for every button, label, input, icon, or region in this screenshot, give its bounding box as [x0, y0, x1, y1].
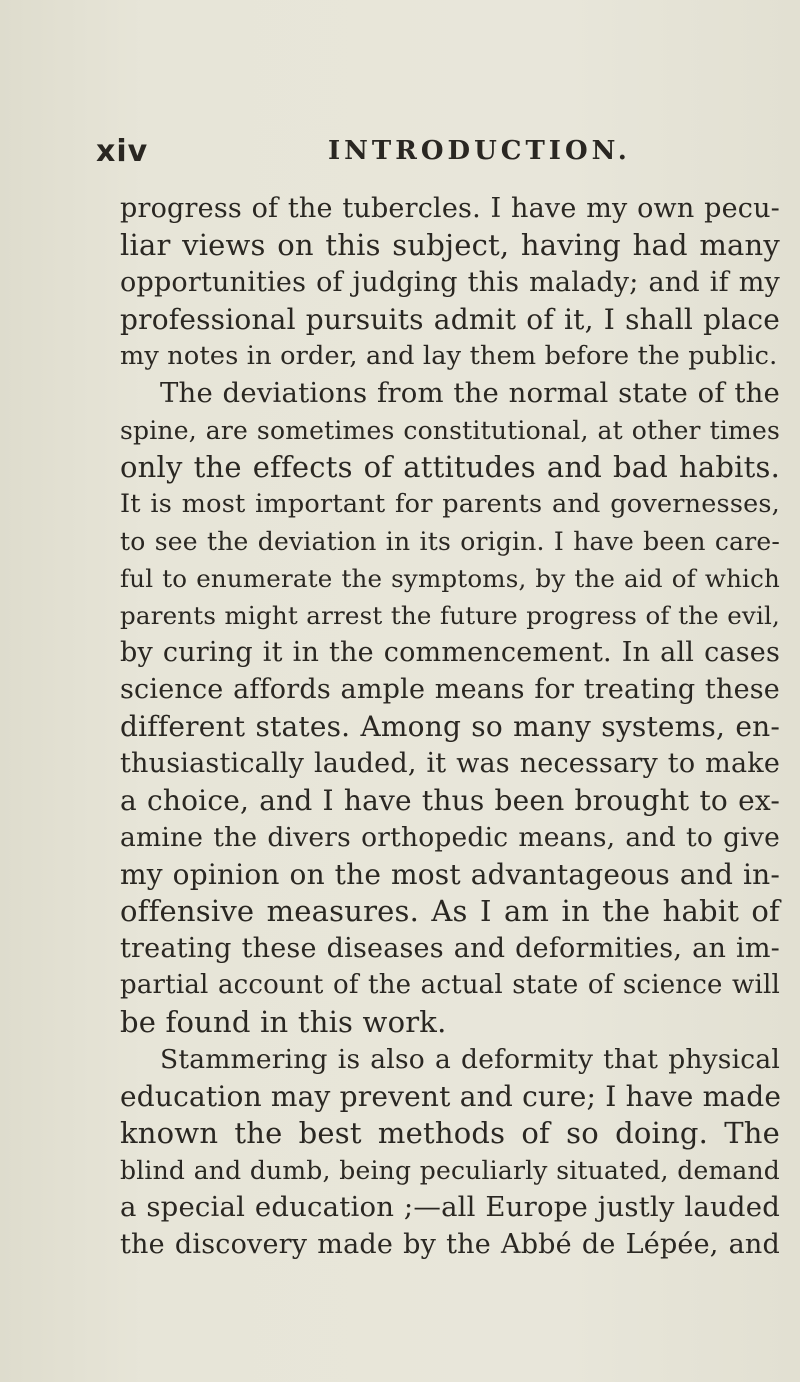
text-line: parents might arrest the future progress of the evil, [120, 601, 780, 630]
text-line: amine the divers orthopedic means, and to give [120, 822, 780, 853]
text-line: Stammering is also a deformity that physical [160, 1044, 780, 1075]
text-line: liar views on this subject, having had many [120, 228, 780, 262]
text-line: the discovery made by the Abbé de Lépée, and [120, 1229, 780, 1260]
text-line: different states. Among so many systems, en- [120, 710, 780, 743]
text-line: science affords ample means for treating these [120, 674, 780, 705]
text-line: thusiastically lauded, it was necessary to make [120, 748, 780, 779]
text-line: blind and dumb, being peculiarly situated, demand [120, 1156, 780, 1185]
text-line: partial account of the actual state of science will [120, 970, 780, 1000]
text-line: only the effects of attitudes and bad habits. [120, 450, 780, 484]
page-number: xiv [96, 134, 149, 169]
text-line: professional pursuits admit of it, I shall place [120, 303, 780, 336]
body-text [120, 190, 780, 1263]
text-line: by curing it in the commencement. In all cases [120, 637, 780, 668]
page-header [96, 134, 796, 174]
text-line: be found in this work. [120, 1005, 447, 1039]
text-line: offensive measures. As I am in the habit of [120, 894, 780, 928]
text-line: ful to enumerate the symptoms, by the aid of which [120, 564, 780, 593]
text-line: spine, are sometimes constitutional, at other times [120, 416, 780, 445]
text-line: to see the deviation in its origin. I have been care- [120, 527, 780, 556]
text-line: education may prevent and cure; I have made [120, 1080, 782, 1113]
text-line: a special education ;—all Europe justly lauded [120, 1191, 780, 1223]
text-line: opportunities of judging this malady; and if my [120, 267, 780, 298]
running-head: INTRODUCTION. [328, 136, 631, 166]
text-line: my opinion on the most advantageous and in- [120, 858, 780, 891]
text-line: a choice, and I have thus been brought to ex- [120, 784, 780, 817]
text-line: known the best methods of so doing. The [120, 1116, 780, 1150]
text-line: progress of the tubercles. I have my own pecu- [120, 193, 780, 224]
text-line: my notes in order, and lay them before the public. [120, 341, 778, 371]
text-line: The deviations from the normal state of the [160, 377, 780, 409]
text-line: It is most important for parents and governesses, [120, 489, 780, 519]
text-line: treating these diseases and deformities, an im- [120, 933, 780, 964]
